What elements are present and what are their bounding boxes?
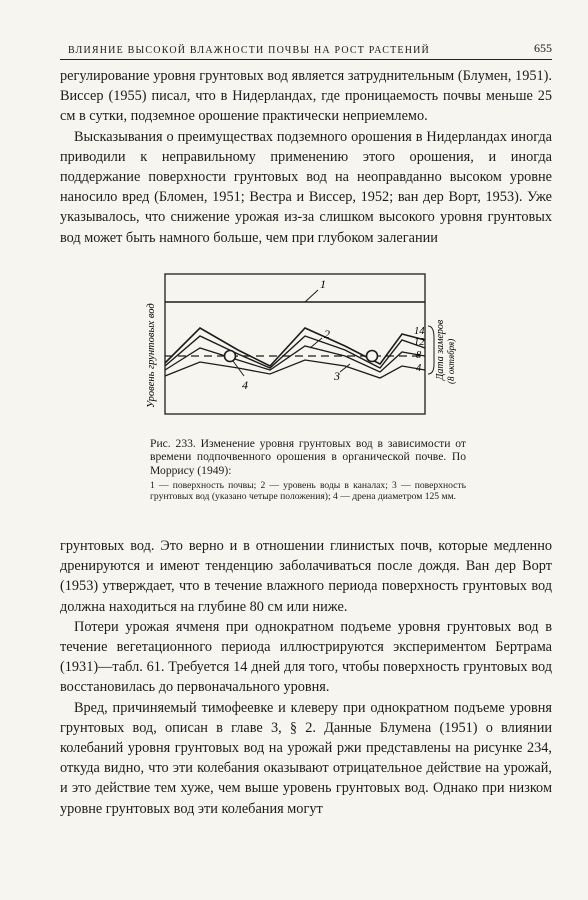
page-number: 655 [534, 41, 552, 55]
date-label-4: 4 [416, 363, 422, 374]
paragraph: грунтовых вод. Это верно и в отношении глинистых почв, которые медленно дренируются и имеют тенденцию заболачиваться после дождя. Ван дер Ворт (1953) утверждает, что в течение влажного периода поверхность грунтовых вод должна находиться на глубине 80 см или ниже. [60, 538, 552, 615]
paragraph: регулирование уровня грунтовых вод является затруднительным (Блумен, 1951). Виссер (1955) писал, что в Нидерландах, где проницаемость почвы меньше 25 см в сутки, подземное орошение практически неприемлемо. [60, 68, 552, 125]
curve-label-4: 4 [242, 378, 248, 392]
date-axis-label: Дата замеров [435, 319, 446, 380]
date-label-14: 14 [414, 326, 425, 337]
paragraph: Вред, причиняемый тимофеевке и клеверу при однократном подъеме уровня грунтовых вод, описан в главе 3, § 2. Данные Блумена (1951) о влиянии колебаний уровня грунтовых вод на урожай ржи представлены на рисунке 234, откуда видно, что эти колебания оказывают отрицательное действие на урожай, и это действие тем хуже, чем выше уровень грунтовых вод. Однако при низком уровне грунтовых вод эти колебания могут [60, 699, 552, 817]
paragraph: Высказывания о преимуществах подземного орошения в Нидерландах иногда приводили к неправильному применению этого орошения, и иногда поддержание поверхности грунтовых вод на неоправданно высоком уровне наносило вред (Бломен, 1951; Вестра и Виссер, 1952; ван дер Ворт, 1953). Уже указывалось, что снижение урожая из-за слишком высокого уровня грунтовых вод может быть намного больше, чем при глубоком залегании [60, 128, 552, 246]
caption-main: Рис. 233. Изменение уровня грунтовых вод в зависимости от времени подпочвенного орошения в органической почве. По Моррису (1949): [150, 437, 466, 477]
top-text-block [60, 66, 552, 248]
running-header [68, 36, 552, 59]
curve-label-1: 1 [320, 277, 326, 291]
groundwater-diagram [140, 268, 470, 458]
figure-233 [140, 268, 470, 458]
date-bracket [428, 326, 434, 374]
caption-legend: 1 — поверхность почвы; 2 — уровень воды в каналах; 3 — поверхность грунтовых вод (указано четыре положения); 4 — дрена диаметром 125 мм. [150, 480, 466, 503]
water-surface-curve-4 [165, 360, 425, 378]
drain-circle [367, 351, 378, 362]
header-rule [60, 59, 552, 60]
curve-label-3: 3 [334, 369, 340, 383]
water-surface-curve-8 [165, 346, 425, 372]
date-axis-label-2: (8 октября) [446, 338, 456, 384]
leader-line [305, 290, 318, 302]
paragraph: Потери урожая ячменя при однократном подъеме уровня грунтовых вод в течение вегетационного периода иллюстрируются экспериментом Бертрама (1931)—табл. 61. Требуется 14 дней для того, чтобы поверхность грунтовых вод восстановилась до первоначального уровня. [60, 618, 552, 696]
date-label-8: 8 [416, 350, 422, 361]
running-title: ВЛИЯНИЕ ВЫСОКОЙ ВЛАЖНОСТИ ПОЧВЫ НА РОСТ РАСТЕНИЙ [68, 45, 430, 56]
figure-caption [150, 437, 466, 502]
date-label-12: 12 [414, 337, 425, 348]
diagram-frame [165, 274, 425, 414]
drain-circle [225, 351, 236, 362]
bottom-text-block [60, 536, 552, 819]
y-axis-label: Уровень грунтовых вод [146, 303, 157, 408]
curve-label-2: 2 [324, 327, 330, 341]
